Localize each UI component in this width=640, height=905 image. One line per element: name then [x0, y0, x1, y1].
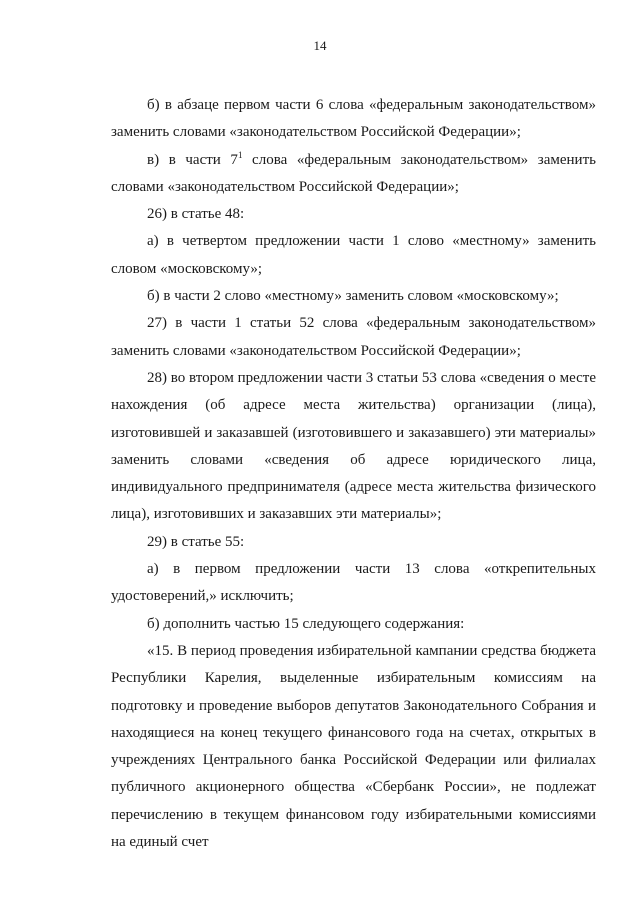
- document-body: [111, 92, 596, 856]
- paragraph-part-15: «15. В период проведения избирательной кампании средства бюджета Республики Карелия, выделенные избирательным комиссиям на подготовку и проведение выборов депутатов Законодательного Собрания и находящиеся на конец текущего финансового года на счетах, открытых в учреждениях Центрального банка Российской Федерации или филиалах публичного акционерного общества «Сбербанк России», не подлежат перечислению в текущем финансовом году избирательными комиссиями на единый счет: [111, 642, 596, 851]
- paragraph-item-27: 27) в части 1 статьи 52 слова «федеральным законодательством» заменить словами «законодательством Российской Федерации»;: [111, 315, 596, 359]
- paragraph-item-29-b: б) дополнить частью 15 следующего содержания:: [147, 615, 465, 632]
- paragraph-amend-7-1-rest: слова «федеральным законодательством» заменить словами «законодательством Российской Федерации»;: [111, 151, 596, 195]
- paragraph-item-26-b: б) в части 2 слово «местному» заменить словом «московскому»;: [147, 288, 559, 305]
- paragraph-amend-6: б) в абзаце первом части 6 слова «федеральным законодательством» заменить словами «законодательством Российской Федерации»;: [111, 97, 596, 141]
- paragraph-item-29-a: а) в первом предложении части 13 слова «открепительных удостоверений,» исключить;: [111, 561, 596, 605]
- paragraph-item-26: 26) в статье 48:: [147, 206, 245, 223]
- paragraph-item-29: 29) в статье 55:: [147, 533, 245, 550]
- superscript-index: 1: [237, 149, 243, 160]
- page-number: 14: [313, 38, 327, 53]
- paragraph-amend-7-1-lead: в) в части 7: [147, 151, 238, 168]
- paragraph-item-28: 28) во втором предложении части 3 статьи 53 слова «сведения о месте нахождения (об адресе места жительства) организации (лица), изготовившей и заказавшей (изготовившего и заказавшего) эти материалы» заменить словами «сведения об адресе юридического лица, индивидуального предпринимателя (адресе места жительства физического лица), изготовивших и заказавших эти материалы»;: [111, 369, 596, 523]
- paragraph-amend-7-1: [111, 147, 596, 202]
- paragraph-item-26-a: а) в четвертом предложении части 1 слово «местному» заменить словом «московскому»;: [111, 233, 596, 277]
